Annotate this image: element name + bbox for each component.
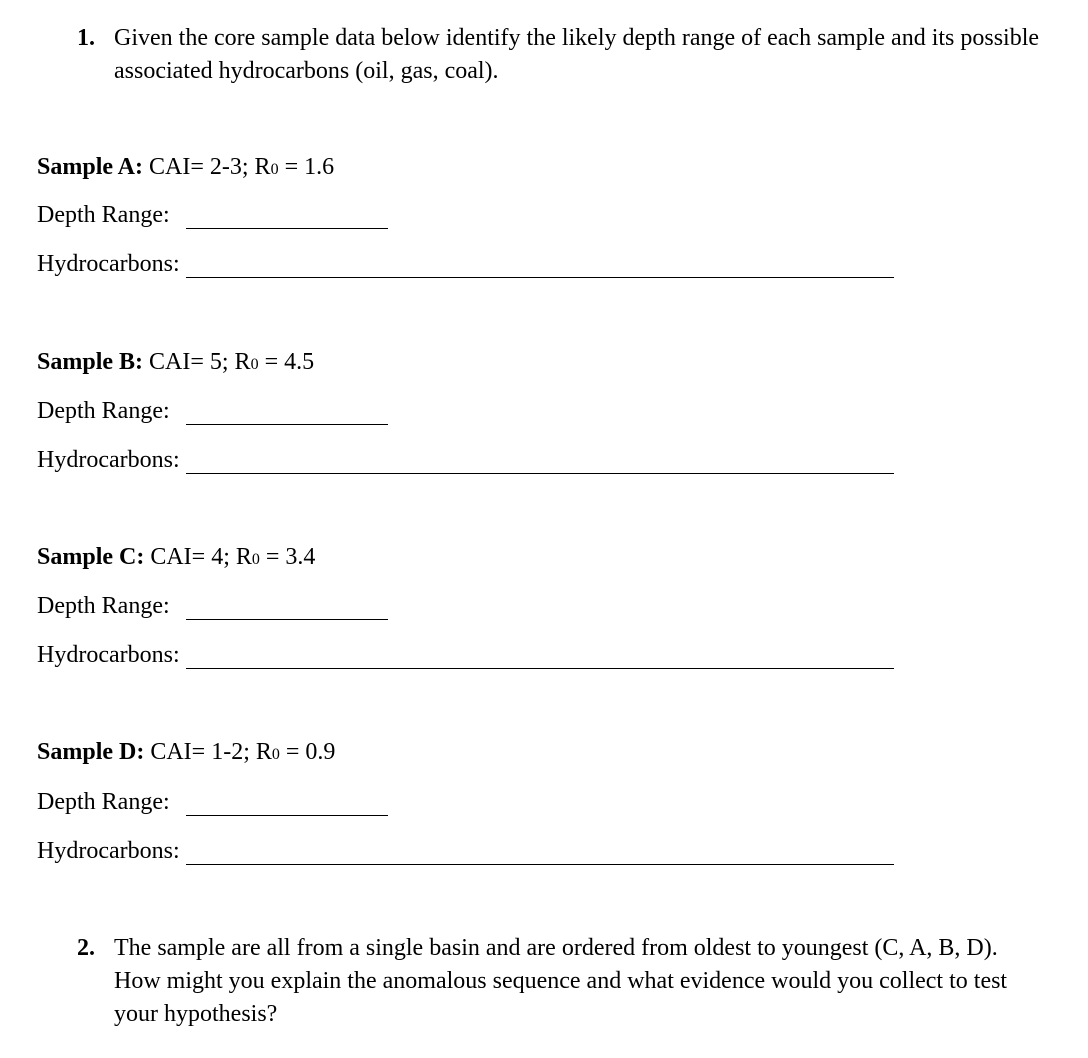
question-2-text: The sample are all from a single basin and are ordered from oldest to youngest (C, A, B, D). How might you explain the anomalous sequence and what evidence would you collect to test your hypothesis? <box>114 935 1008 1027</box>
sample-b-depth-label: Depth Range: <box>37 398 170 424</box>
sample-c-data: CAI= 4; R <box>150 544 252 570</box>
sample-a-hydro-label: Hydrocarbons: <box>37 251 180 277</box>
question-1-number: 1. <box>77 25 95 51</box>
sample-d-header <box>37 737 335 770</box>
question-1 <box>77 22 1057 88</box>
sample-c-depth-label: Depth Range: <box>37 593 170 619</box>
sample-b-depth-blank[interactable] <box>186 424 388 425</box>
sample-c-label: Sample C: <box>37 544 145 570</box>
question-2-number: 2. <box>77 935 95 961</box>
sample-a-value: = 1.6 <box>278 154 335 180</box>
sample-a-subscript: 0 <box>270 161 279 178</box>
sample-c-hydro-blank[interactable] <box>186 668 894 669</box>
sample-b-subscript: 0 <box>250 356 259 373</box>
sample-d-depth-blank[interactable] <box>186 815 388 816</box>
sample-b-hydro-blank[interactable] <box>186 473 894 474</box>
sample-b-header <box>37 347 314 380</box>
sample-d-depth-label: Depth Range: <box>37 789 170 815</box>
sample-a-depth-label: Depth Range: <box>37 202 170 228</box>
sample-b-hydro-label: Hydrocarbons: <box>37 447 180 473</box>
sample-c-depth-blank[interactable] <box>186 619 388 620</box>
sample-c-header <box>37 542 315 575</box>
sample-d-value: = 0.9 <box>279 739 336 765</box>
sample-c-subscript: 0 <box>251 551 260 568</box>
sample-a-label: Sample A: <box>37 154 144 180</box>
sample-c-hydro-label: Hydrocarbons: <box>37 642 180 668</box>
sample-c-value: = 3.4 <box>259 544 316 570</box>
sample-d-data: CAI= 1-2; R <box>150 739 272 765</box>
sample-b-label: Sample B: <box>37 349 144 375</box>
sample-d-hydro-blank[interactable] <box>186 864 894 865</box>
sample-a-data: CAI= 2-3; R <box>149 154 271 180</box>
sample-d-label: Sample D: <box>37 739 145 765</box>
sample-b-data: CAI= 5; R <box>149 349 251 375</box>
question-2 <box>77 932 1037 1031</box>
sample-d-subscript: 0 <box>271 746 280 763</box>
sample-a-header <box>37 152 334 185</box>
sample-a-hydro-blank[interactable] <box>186 277 894 278</box>
sample-a-depth-blank[interactable] <box>186 228 388 229</box>
sample-b-value: = 4.5 <box>258 349 315 375</box>
sample-d-hydro-label: Hydrocarbons: <box>37 838 180 864</box>
question-1-text: Given the core sample data below identify the likely depth range of each sample and its possible associated hydrocarbons (oil, gas, coal). <box>114 25 1040 84</box>
